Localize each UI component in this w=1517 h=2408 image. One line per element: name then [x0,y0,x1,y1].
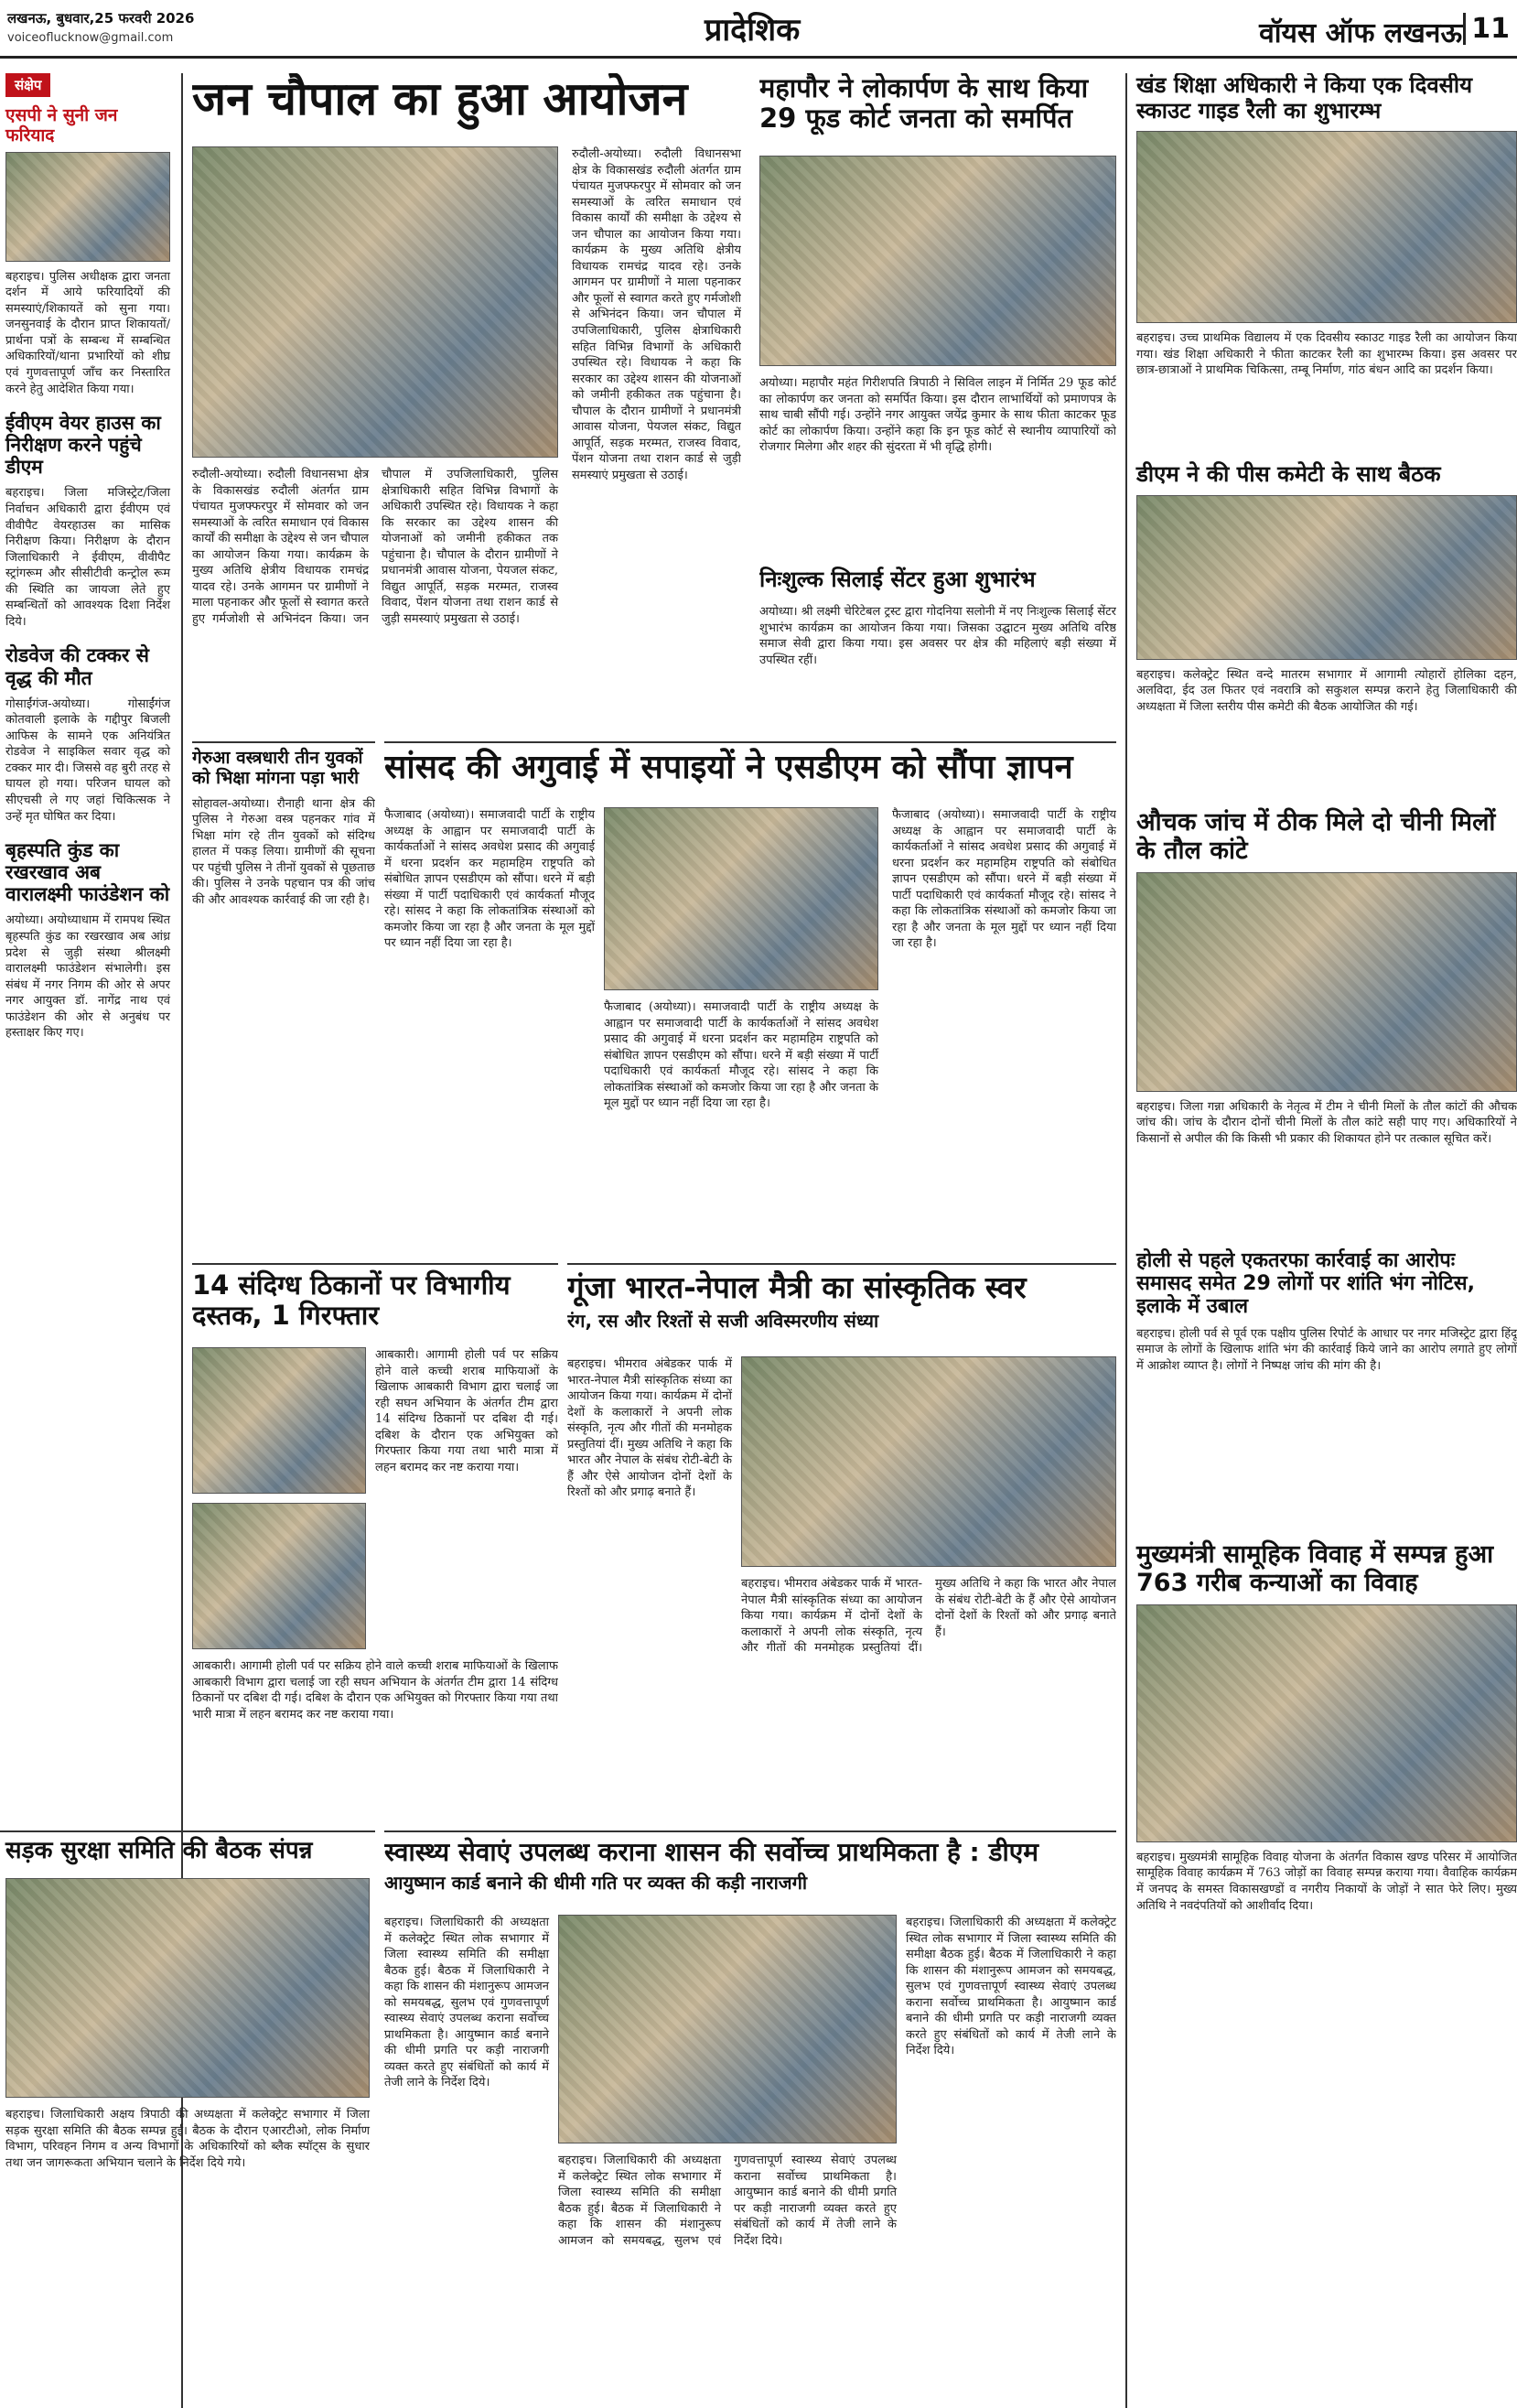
story-photo [1136,872,1517,1092]
story-mahapaur [759,73,1116,732]
story-photo [558,1915,897,2143]
story-text: अयोध्या। महापौर महंत गिरीशपति त्रिपाठी ने सिविल लाइन में निर्मित 29 फूड कोर्ट का लोकार्पण कर जनता को समर्पित किया। इस दौरान लाभार्थियों को प्रमाणपत्र के साथ चाबी सौंपी गई। उन्होंने नगर आयुक्त जयेंद्र कुमार के साथ फीता काटकर फूड कोर्ट का लोकार्पण किया। उन्होंने कहा कि इन फूड कोर्ट से स्थानीय व्यापारियों को रोजगार मिलेगा और शहर की सुंदरता में भी वृद्धि होगी। [759,376,1116,455]
headline: खंड शिक्षा अधिकारी ने किया एक दिवसीय स्काउट गाइड रैली का शुभारम्भ [1136,73,1473,124]
story-text: सोहावल-अयोध्या। रौनाही थाना क्षेत्र की पुलिस ने गेरुआ वस्त्र पहनकर गांव में भिक्षा मांग रहे तीन युवकों को संदिग्ध हालत में पकड़ लिया। ग्रामीणों की सूचना पर पहुंची पुलिस ने तीनों युवकों से पूछताछ की। पुलिस ने उनके पहचान पत्र की जांच की और आवश्यक कार्रवाई की जा रही है। [192,796,375,907]
sidebar-headline: एसपी ने सुनी जन फरियाद [5,105,118,146]
sidebar-text: बहराइच। जिला मजिस्ट्रेट/जिला निर्वाचन अधिकारी द्वारा ईवीएम एवं वीवीपैट वेयरहाउस का मासिक निरीक्षण किया। निरीक्षण के दौरान जिलाधिकारी ने ईवीएम, वीवीपैट स्ट्रांगरूम और सीसीटीवी कन्ट्रोल रूम की स्थिति का जायजा लेते हुए सम्बन्धितों को आवश्यक दिशा निर्देश दिये। [5,486,170,629]
story-text: बहराइच। जिला गन्ना अधिकारी के नेतृत्व में टीम ने चीनी मिलों के तौल कांटों की औचक जांच की। जांच के दौरान दोनों चीनी मिलों के तौल कांटे सही पाए गए। अधिकारियों ने किसानों से अपील की कि किसी भी प्रकार की शिकायत होने पर तत्काल सूचित करें। [1136,1099,1517,1146]
headline: जन चौपाल का हुआ आयोजन [192,73,688,125]
story-photo [741,1356,1116,1567]
headline: औचक जांच में ठीक मिले दो चीनी मिलों के तौल कांटे [1136,807,1496,865]
story-photo [192,1503,366,1649]
page-number: 11 [1463,13,1510,45]
story-photo [604,807,878,990]
right-column [1125,73,1517,2408]
story-sadak-suraksha [0,1830,375,2408]
story-sandigdh [192,1263,558,1821]
story-text: रुदौली-अयोध्या। रुदौली विधानसभा क्षेत्र के विकासखंड रुदौली अंतर्गत ग्राम पंचायत मुजफ्फरपुर में सोमवार को जन समस्याओं के त्वरित समाधान एवं विकास कार्यों की समीक्षा के उद्देश्य से जन चौपाल का आयोजन किया गया। कार्यक्रम के मुख्य अतिथि क्षेत्रीय विधायक रामचंद्र यादव रहे। उनके आगमन पर ग्रामीणों ने माला पहनाकर और फूलों से स्वागत करते हुए गर्मजोशी से अभिनंदन किया। जन चौपाल में उपजिलाधिकारी, पुलिस क्षेत्राधिकारी सहित विभिन्न विभागों के अधिकारी उपस्थित रहे। विधायक ने कहा कि सरकार का उद्देश्य शासन की योजनाओं को जमीनी हकीकत तक पहुंचाना है। चौपाल के दौरान ग्रामीणों ने प्रधानमंत्री आवास योजना, पेयजल संकट, विद्युत आपूर्ति, सड़क मरम्मत, राजस्व विवाद, पेंशन योजना तथा राशन कार्ड से जुड़ी समस्याएं प्रमुखता से उठाई। [192,468,558,626]
masthead [0,0,1517,59]
dateline: लखनऊ, बुधवार,25 फरवरी 2026 [7,10,195,27]
story-photo [192,1347,366,1494]
story-text: फैजाबाद (अयोध्या)। समाजवादी पार्टी के राष्ट्रीय अध्यक्ष के आह्वान पर समाजवादी पार्टी के कार्यकर्ताओं ने सांसद अवधेश प्रसाद की अगुवाई में धरना प्रदर्शन कर महामहिम राष्ट्रपति को संबोधित ज्ञापन एसडीएम को सौंपा। धरने में बड़ी संख्या में पार्टी पदाधिकारी एवं कार्यकर्ता मौजूद रहे। सांसद ने कहा कि लोकतांत्रिक संस्थाओं को कमजोर किया जा रहा है और जनता के मूल मुद्दों पर ध्यान नहीं दिया जा रहा है। [384,808,595,951]
headline: सांसद की अगुवाई में सपाइयों ने एसडीएम को सौंपा ज्ञापन [384,749,1073,786]
story-text: बहराइच। कलेक्ट्रेट स्थित वन्दे मातरम सभागार में आगामी त्योहारों होलिका दहन, अलविदा, ईद उल फितर एवं नवरात्रि को सकुशल सम्पन्न कराने हेतु जिलाधिकारी की अध्यक्षता में जिला स्तरीय पीस कमेटी की बैठक आयोजित की गई। [1136,667,1517,714]
sidebar-text: बहराइच। पुलिस अधीक्षक द्वारा जनता दर्शन में आये फरियादियों की समस्याएं/शिकायतें को सुना गया। जनसुनवाई के दौरान प्राप्त शिकायतों/प्रार्थना पत्रों के सम्बन्ध में सम्बन्धित अधिकारियों/थाना प्रभारियों को शीघ्र एवं गुणवत्तापूर्ण जाँच कर निस्तारित करने हेतु आदेशित किया गया। [5,269,170,396]
headline: महापौर ने लोकार्पण के साथ किया 29 फूड कोर्ट जनता को समर्पित [759,73,1089,135]
story-bharat-nepal [567,1263,1116,1821]
story-text-continued: फैजाबाद (अयोध्या)। समाजवादी पार्टी के राष्ट्रीय अध्यक्ष के आह्वान पर समाजवादी पार्टी के कार्यकर्ताओं ने सांसद अवधेश प्रसाद की अगुवाई में धरना प्रदर्शन कर महामहिम राष्ट्रपति को संबोधित ज्ञापन एसडीएम को सौंपा। धरने में बड़ी संख्या में पार्टी पदाधिकारी एवं कार्यकर्ता मौजूद रहे। सांसद ने कहा कि लोकतांत्रिक संस्थाओं को कमजोर किया जा रहा है और जनता के मूल मुद्दों पर ध्यान नहीं दिया जा रहा है। [892,808,1116,951]
sidebar-headline: बृहस्पति कुंड का रखरखाव अब वारालक्ष्मी फाउंडेशन को [5,839,170,906]
sidebar-text: गोसाईंगंज-अयोध्या। गोसाईंगंज कोतवाली इलाके के गद्दीपुर बिजली आफिस के सामने एक अनियंत्रित रोडवेज ने साइकिल सवार वृद्ध को टक्कर मार दी। जिससे वह बुरी तरह से घायल हो गया। परिजन घायल को सीएचसी ले गए जहां चिकित्सक ने उन्हें मृत घोषित कर दिया। [5,696,170,824]
sidebar-headline: ईवीएम वेयर हाउस का निरीक्षण करने पहुंचे डीएम [5,412,161,479]
story-text: आबकारी। आगामी होली पर्व पर सक्रिय होने वाले कच्ची शराब माफियाओं के खिलाफ आबकारी विभाग द्वारा चलाई जा रही सघन अभियान के अंतर्गत टीम द्वारा 14 संदिग्ध ठिकानों पर दबिश दी गई। दबिश के दौरान एक अभियुक्त को गिरफ्तार किया गया तथा भारी मात्रा में लहन बरामद कर नष्ट कराया गया। [375,1348,558,1474]
story-text-continued: आबकारी। आगामी होली पर्व पर सक्रिय होने वाले कच्ची शराब माफियाओं के खिलाफ आबकारी विभाग द्वारा चलाई जा रही सघन अभियान के अंतर्गत टीम द्वारा 14 संदिग्ध ठिकानों पर दबिश दी गई। दबिश के दौरान एक अभियुक्त को गिरफ्तार किया गया तथा भारी मात्रा में लहन बरामद कर नष्ट कराया गया। [192,1659,558,1722]
story-photo [192,146,558,458]
subheadline: रंग, रस और रिश्तों से सजी अविस्मरणीय संध्या [567,1309,879,1332]
subheadline: आयुष्मान कार्ड बनाने की धीमी गति पर व्यक्त की कड़ी नाराजगी [384,1872,808,1895]
story-photo [1136,131,1517,323]
story-text: बहराइच। मुख्यमंत्री सामूहिक विवाह योजना के अंतर्गत विकास खण्ड परिसर में आयोजित सामूहिक विवाह कार्यक्रम में 763 जोड़ों का विवाह सम्पन्न कराया गया। वैवाहिक कार्यक्रम में जनपद के समस्त विकासखण्डों व नगरीय निकायों के जोड़ों ने सात फेरे लिए। मुख्य अतिथि ने नवदंपतियों को आशीर्वाद दिया। [1136,1850,1517,1913]
headline: स्वास्थ्य सेवाएं उपलब्ध कराना शासन की सर्वोच्च प्राथमिकता है : डीएम [384,1837,1038,1867]
sidebar-tag: संक्षेप [5,73,50,97]
headline: मुख्यमंत्री सामूहिक विवाह में सम्पन्न हुआ 763 गरीब कन्याओं का विवाह [1136,1539,1494,1597]
story-text-continued: फैजाबाद (अयोध्या)। समाजवादी पार्टी के राष्ट्रीय अध्यक्ष के आह्वान पर समाजवादी पार्टी के कार्यकर्ताओं ने सांसद अवधेश प्रसाद की अगुवाई में धरना प्रदर्शन कर महामहिम राष्ट्रपति को संबोधित ज्ञापन एसडीएम को सौंपा। धरने में बड़ी संख्या में पार्टी पदाधिकारी एवं कार्यकर्ता मौजूद रहे। सांसद ने कहा कि लोकतांत्रिक संस्थाओं को कमजोर किया जा रहा है और जनता के मूल मुद्दों पर ध्यान नहीं दिया जा रहा है। [604,1000,878,1111]
story-text-continued: बहराइच। जिलाधिकारी की अध्यक्षता में कलेक्ट्रेट स्थित लोक सभागार में जिला स्वास्थ्य समिति की समीक्षा बैठक हुई। बैठक में जिलाधिकारी ने कहा कि शासन की मंशानुरूप आमजन को समयबद्ध, सुलभ एवं गुणवत्तापूर्ण स्वास्थ्य सेवाएं उपलब्ध कराना सर्वोच्च प्राथमिकता है। आयुष्मान कार्ड बनाने की धीमी प्रगति पर कड़ी नाराजगी व्यक्त करते हुए संबंधितों को कार्य में तेजी लाने के निर्देश दिये। [906,1916,1116,2058]
story-text-continued: बहराइच। भीमराव अंबेडकर पार्क में भारत-नेपाल मैत्री सांस्कृतिक संध्या का आयोजन किया गया। कार्यक्रम में दोनों देशों के कलाकारों ने अपनी लोक संस्कृति, नृत्य और गीतों की मनमोहक प्रस्तुतियां दीं। मुख्य अतिथि ने कहा कि भारत और नेपाल के संबंध रोटी-बेटी के हैं और ऐसे आयोजन दोनों देशों के रिश्तों को और प्रगाढ़ बनाते हैं। [741,1577,1116,1656]
story-text: अयोध्या। श्री लक्ष्मी चेरिटेबल ट्रस्ट द्वारा गोदनिया सलोनी में नए निःशुल्क सिलाई सेंटर शुभारंभ कार्यक्रम का आयोजन किया गया। जिसका उद्घाटन मुख्य अतिथि वरिष्ठ समाज सेवी द्वारा किया गया। इस अवसर पर क्षेत्र की महिलाएं बड़ी संख्या में उपस्थित रहीं। [759,605,1116,667]
story-photo [5,1878,370,2098]
story-photo [759,156,1116,366]
story-photo [1136,495,1517,660]
sidebar-photo [5,152,170,262]
story-jan-chaupal [192,73,741,732]
story-text-continued: रुदौली-अयोध्या। रुदौली विधानसभा क्षेत्र के विकासखंड रुदौली अंतर्गत ग्राम पंचायत मुजफ्फरपुर में सोमवार को जन समस्याओं के त्वरित समाधान एवं विकास कार्यों की समीक्षा के उद्देश्य से जन चौपाल का आयोजन किया गया। कार्यक्रम के मुख्य अतिथि क्षेत्रीय विधायक रामचंद्र यादव रहे। उनके आगमन पर ग्रामीणों ने माला पहनाकर और फूलों से स्वागत करते हुए गर्मजोशी से अभिनंदन किया। जन चौपाल में उपजिलाधिकारी, पुलिस क्षेत्राधिकारी सहित विभिन्न विभागों के अधिकारी उपस्थित रहे। विधायक ने कहा कि सरकार का उद्देश्य शासन की योजनाओं को जमीनी हकीकत तक पहुंचाना है। चौपाल के दौरान ग्रामीणों ने प्रधानमंत्री आवास योजना, पेयजल संकट, विद्युत आपूर्ति, सड़क मरम्मत, राजस्व विवाद, पेंशन योजना तथा राशन कार्ड से जुड़ी समस्याएं प्रमुखता से उठाई। [572,147,741,482]
sidebar-text: अयोध्या। अयोध्याधाम में रामपथ स्थित बृहस्पति कुंड का रखरखाव अब आंध्र प्रदेश से जुड़ी संस्था श्रीलक्ष्मी वारालक्ष्मी फाउंडेशन संभालेगी। इस संबंध में नगर निगम की ओर से अपर नगर आयुक्त डॉ. नागेंद्र नाथ एवं फाउंडेशन की ओर से अनुबंध पर हस्ताक्षर किए गए। [5,913,170,1041]
story-text: बहराइच। उच्च प्राथमिक विद्यालय में एक दिवसीय स्काउट गाइड रैली का आयोजन किया गया। खंड शिक्षा अधिकारी ने फीता काटकर रैली का शुभारम्भ किया। इस अवसर पर छात्र-छात्राओं ने प्राथमिक चिकित्सा, तम्बू निर्माण, गांठ बंधन आदि का प्रदर्शन किया। [1136,331,1517,378]
headline: डीएम ने की पीस कमेटी के साथ बैठक [1136,461,1441,488]
headline: सड़क सुरक्षा समिति की बैठक संपन्न [5,1837,313,1864]
story-swasthya [384,1830,1116,2408]
story-text: बहराइच। जिलाधिकारी अक्षय त्रिपाठी की अध्यक्षता में कलेक्ट्रेट सभागार में जिला सड़क सुरक्षा समिति की बैठक सम्पन्न हुई। बैठक के दौरान एआरटीओ, लोक निर्माण विभाग, परिवहन निगम व अन्य विभागों के अधिकारियों को ब्लैक स्पॉट्स के सुधार तथा जन जागरूकता अभियान चलाने के निर्देश दिये गये। [5,2108,370,2170]
headline: गूंजा भारत-नेपाल मैत्री का सांस्कृतिक स्वर [567,1269,1027,1305]
section-title: प्रादेशिक [705,12,801,49]
story-photo [1136,1604,1517,1842]
sidebar-headline: रोडवेज की टक्कर से वृद्ध की मौत [5,644,149,689]
headline: गेरुआ वस्त्रधारी तीन युवकों को भिक्षा मांगना पड़ा भारी [192,748,363,788]
story-bhiksha [192,741,375,1254]
email: voiceoflucknow@gmail.com [7,31,174,45]
story-text-continued: बहराइच। जिलाधिकारी की अध्यक्षता में कलेक्ट्रेट स्थित लोक सभागार में जिला स्वास्थ्य समिति की समीक्षा बैठक हुई। बैठक में जिलाधिकारी ने कहा कि शासन की मंशानुरूप आमजन को समयबद्ध, सुलभ एवं गुणवत्तापूर्ण स्वास्थ्य सेवाएं उपलब्ध कराना सर्वोच्च प्राथमिकता है। आयुष्मान कार्ड बनाने की धीमी प्रगति पर कड़ी नाराजगी व्यक्त करते हुए संबंधितों को कार्य में तेजी लाने के निर्देश दिये। [558,2154,897,2248]
story-text: बहराइच। जिलाधिकारी की अध्यक्षता में कलेक्ट्रेट स्थित लोक सभागार में जिला स्वास्थ्य समिति की समीक्षा बैठक हुई। बैठक में जिलाधिकारी ने कहा कि शासन की मंशानुरूप आमजन को समयबद्ध, सुलभ एवं गुणवत्तापूर्ण स्वास्थ्य सेवाएं उपलब्ध कराना सर्वोच्च प्राथमिकता है। आयुष्मान कार्ड बनाने की धीमी प्रगति पर कड़ी नाराजगी व्यक्त करते हुए संबंधितों को कार्य में तेजी लाने के निर्देश दिये। [384,1916,549,2090]
headline: होली से पहले एकतरफा कार्रवाई का आरोपः समासद समेत 29 लोगों पर शांति भंग नोटिस, इलाके में उबाल [1136,1248,1475,1319]
headline: 14 संदिग्ध ठिकानों पर विभागीय दस्तक, 1 गिरफ्तार [192,1269,511,1332]
story-sansad [384,741,1116,1254]
story-text: बहराइच। होली पर्व से पूर्व एक पक्षीय पुलिस रिपोर्ट के आधार पर नगर मजिस्ट्रेट द्वारा हिंदू समाज के लोगों के खिलाफ शांति भंग की कार्रवाई किये जाने का आरोप लगाते हुए लोगों में आक्रोश व्याप्त है। लोगों ने निष्पक्ष जांच की मांग की है। [1136,1326,1517,1373]
brand-name: वॉयस ऑफ लखनऊ [1259,17,1462,49]
story-text: बहराइच। भीमराव अंबेडकर पार्क में भारत-नेपाल मैत्री सांस्कृतिक संध्या का आयोजन किया गया। कार्यक्रम में दोनों देशों के कलाकारों ने अपनी लोक संस्कृति, नृत्य और गीतों की मनमोहक प्रस्तुतियां दीं। मुख्य अतिथि ने कहा कि भारत और नेपाल के संबंध रोटी-बेटी के हैं और ऐसे आयोजन दोनों देशों के रिश्तों को और प्रगाढ़ बनाते हैं। [567,1357,732,1500]
headline: निःशुल्क सिलाई सेंटर हुआ शुभारंभ [759,567,1036,592]
